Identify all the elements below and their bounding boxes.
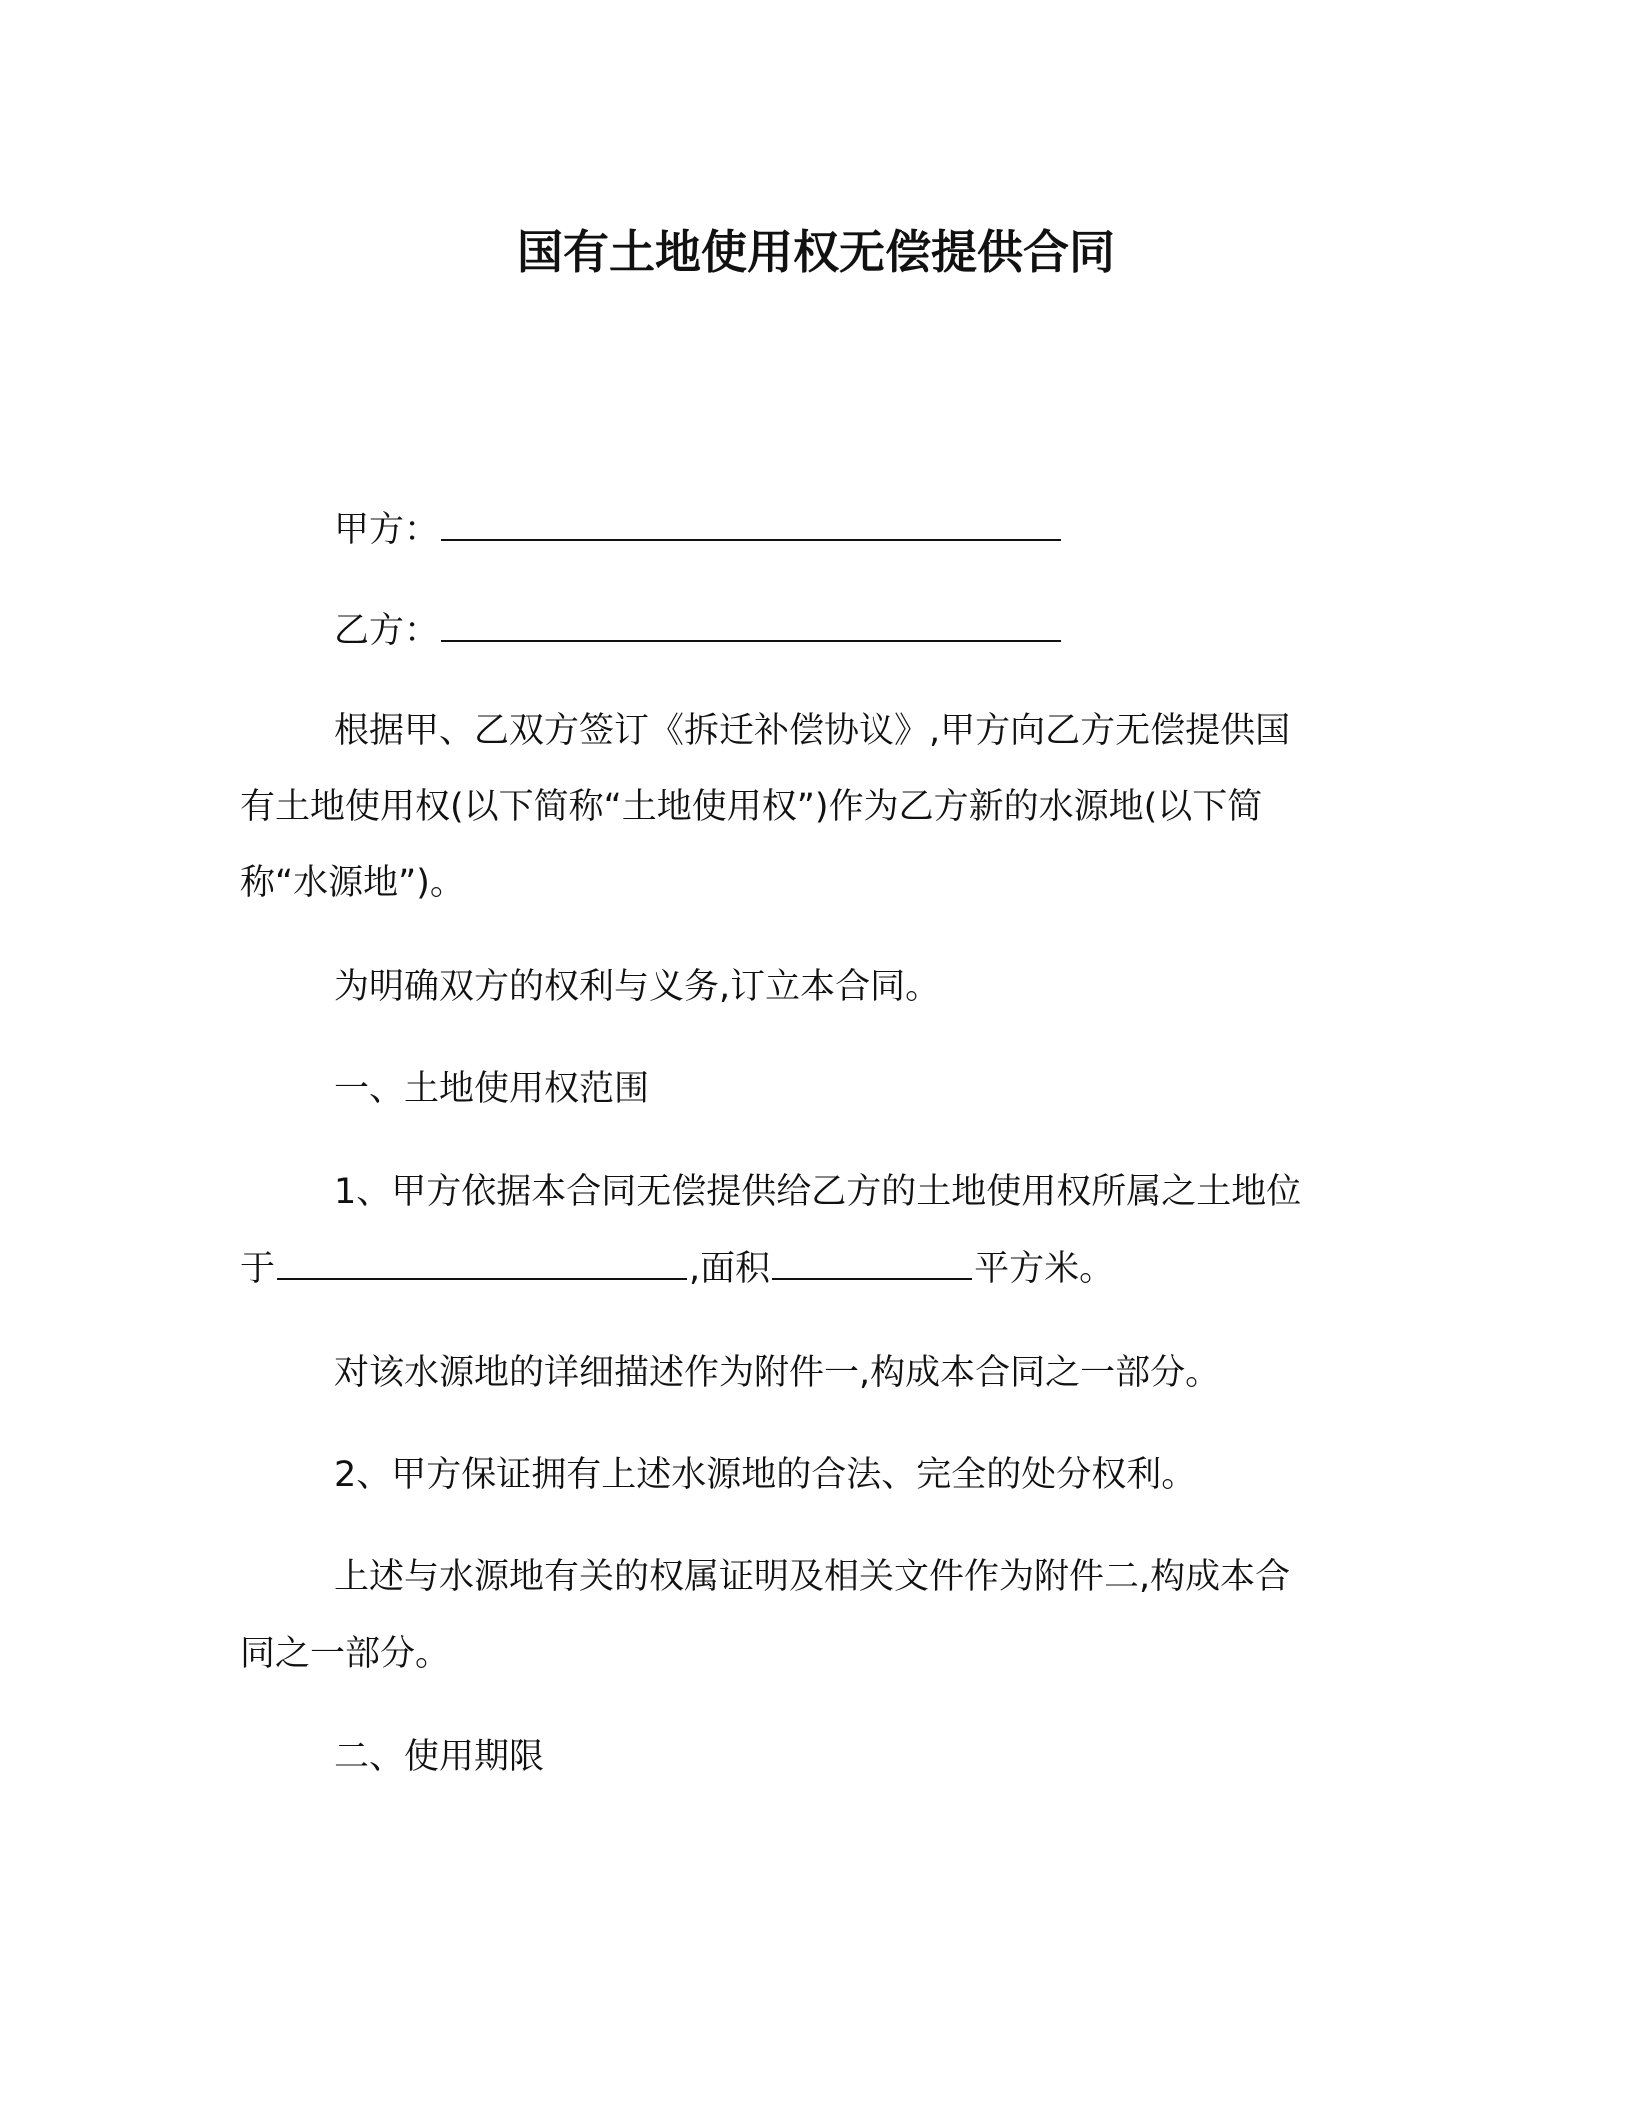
party-b-label: 乙方： (334, 611, 440, 651)
attachment-2-line-2: 同之一部分。 (240, 1634, 451, 1674)
party-b-line (334, 607, 1063, 655)
location-blank (277, 1248, 687, 1280)
clause-1-suffix: 平方米。 (974, 1249, 1115, 1289)
clause-1-mid: ,面积 (689, 1249, 771, 1289)
clause-2-paragraph: 2、甲方保证拥有上述水源地的合法、完全的处分权利。 (334, 1455, 1197, 1495)
party-a-label: 甲方： (334, 510, 440, 550)
attachment-2-line-1: 上述与水源地有关的权属证明及相关文件作为附件二,构成本合 (334, 1557, 1291, 1597)
document-title: 国有土地使用权无偿提供合同 (517, 225, 1115, 279)
section-1-heading: 一、土地使用权范围 (334, 1069, 650, 1109)
clause-1-prefix: 于 (240, 1249, 276, 1289)
intro-line-2: 有土地使用权(以下简称“土地使用权”)作为乙方新的水源地(以下简 (240, 787, 1263, 827)
attachment-1-paragraph: 对该水源地的详细描述作为附件一,构成本合同之一部分。 (334, 1353, 1221, 1393)
clause-1-line-2 (240, 1245, 1114, 1293)
clause-1-line-1: 1、甲方依据本合同无偿提供给乙方的土地使用权所属之土地位 (334, 1172, 1302, 1212)
party-b-blank (441, 610, 1061, 642)
area-blank (772, 1248, 972, 1280)
party-a-line (334, 506, 1063, 554)
purpose-paragraph: 为明确双方的权利与义务,订立本合同。 (334, 967, 941, 1007)
section-2-heading: 二、使用期限 (334, 1737, 545, 1777)
intro-line-1: 根据甲、乙双方签订《拆迁补偿协议》,甲方向乙方无偿提供国 (334, 711, 1291, 751)
party-a-blank (441, 509, 1061, 541)
intro-line-3: 称“水源地”)。 (240, 863, 465, 903)
